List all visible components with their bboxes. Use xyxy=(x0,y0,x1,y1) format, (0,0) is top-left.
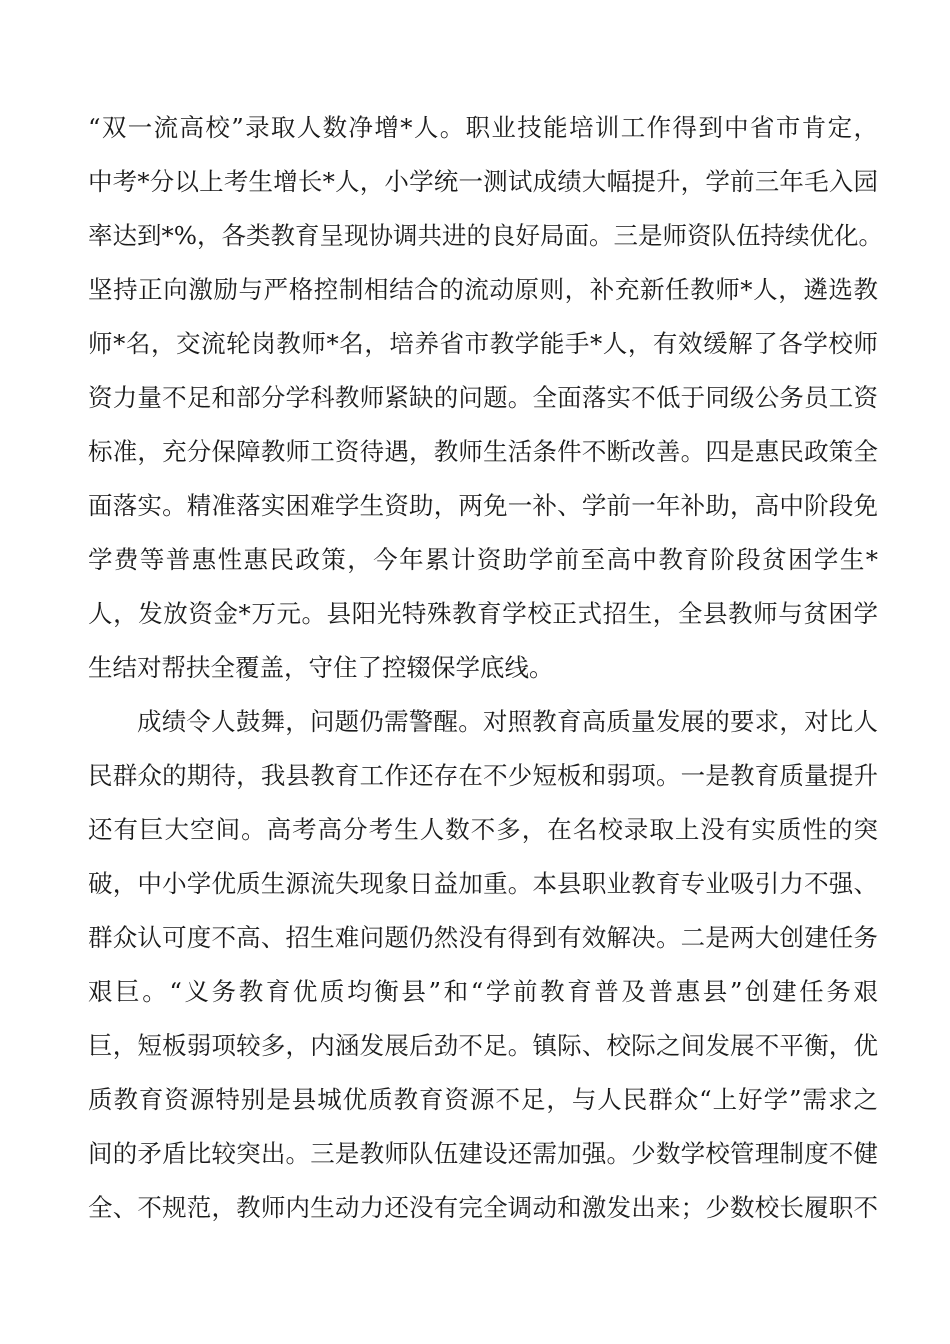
text-line: 率达到*%，各类教育呈现协调共进的良好局面。三是师资队伍持续优化。 xyxy=(88,221,884,250)
text-line: 学费等普惠性惠民政策，今年累计资助学前至高中教育阶段贫困学生* xyxy=(88,545,878,574)
text-line: 生结对帮扶全覆盖，守住了控辍保学底线。 xyxy=(88,653,554,682)
text-line: 巨，短板弱项较多，内涵发展后劲不足。镇际、校际之间发展不平衡，优 xyxy=(88,1031,878,1060)
text-line: 师*名，交流轮岗教师*名，培养省市教学能手*人，有效缓解了各学校师 xyxy=(88,329,878,358)
text-line: 坚持正向激励与严格控制相结合的流动原则，补充新任教师*人，遴选教 xyxy=(88,275,878,304)
text-line: 间的矛盾比较突出。三是教师队伍建设还需加强。少数学校管理制度不健 xyxy=(88,1139,878,1168)
text-line: 还有巨大空间。高考高分考生人数不多，在名校录取上没有实质性的突 xyxy=(88,815,878,844)
text-line: 人，发放资金*万元。县阳光特殊教育学校正式招生，全县教师与贫困学 xyxy=(88,599,878,628)
text-line: 民群众的期待，我县教育工作还存在不少短板和弱项。一是教育质量提升 xyxy=(88,761,878,790)
text-line: 标准，充分保障教师工资待遇，教师生活条件不断改善。四是惠民政策全 xyxy=(88,437,878,466)
text-line: 全、不规范，教师内生动力还没有完全调动和激发出来；少数校长履职不 xyxy=(88,1193,878,1222)
text-line: 资力量不足和部分学科教师紧缺的问题。全面落实不低于同级公务员工资 xyxy=(88,383,878,412)
text-line: “双一流高校”录取人数净增*人。职业技能培训工作得到中省市肯定， xyxy=(88,113,878,142)
text-line: 质教育资源特别是县城优质教育资源不足，与人民群众“上好学”需求之 xyxy=(88,1085,878,1114)
text-line: 破，中小学优质生源流失现象日益加重。本县职业教育专业吸引力不强、 xyxy=(88,869,878,898)
text-line: 中考*分以上考生增长*人，小学统一测试成绩大幅提升，学前三年毛入园 xyxy=(88,167,878,196)
text-line: 艰巨。“义务教育优质均衡县”和“学前教育普及普惠县”创建任务艰 xyxy=(88,977,878,1006)
text-line: 成绩令人鼓舞，问题仍需警醒。对照教育高质量发展的要求，对比人 xyxy=(137,707,878,736)
text-line: 面落实。精准落实困难学生资助，两免一补、学前一年补助，高中阶段免 xyxy=(88,491,878,520)
text-line: 群众认可度不高、招生难问题仍然没有得到有效解决。二是两大创建任务 xyxy=(88,923,878,952)
